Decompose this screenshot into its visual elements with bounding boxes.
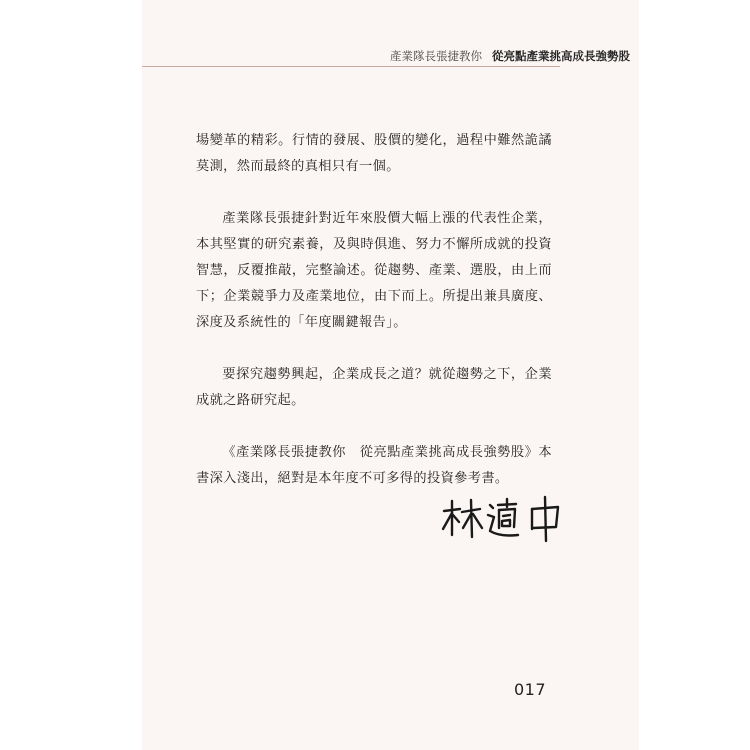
paragraph: 《產業隊長張捷教你 從亮點產業挑高成長強勢股》本書深入淺出，絕對是本年度不可多得的投資參考書。 (196, 445, 552, 486)
paragraph: 要探究趨勢興起，企業成長之道？就從趨勢之下，企業成就之路研究起。 (196, 367, 552, 408)
book-title: 從亮點產業挑高成長強勢股 (492, 49, 630, 63)
header-rule (142, 66, 560, 67)
series-title: 產業隊長張捷教你 (390, 49, 482, 63)
body-text (196, 128, 552, 518)
paragraph: 場變革的精彩。行情的發展、股價的變化，過程中難然詭譎莫測，然而最終的真相只有一個。 (196, 133, 552, 174)
paragraph: 產業隊長張捷針對近年來股價大幅上漲的代表性企業，本其堅實的研究素養，及與時俱進、努力不懈所成就的投資智慧，反覆推敲，完整論述。從趨勢、產業、選股，由上而下；企業競爭力及產業地位，由下而上。所提出兼具廣度、深度及系統性的「年度關鍵報告」。 (196, 211, 552, 330)
handwritten-signature (440, 495, 570, 543)
running-header (390, 48, 630, 64)
page-number: 017 (514, 680, 547, 699)
